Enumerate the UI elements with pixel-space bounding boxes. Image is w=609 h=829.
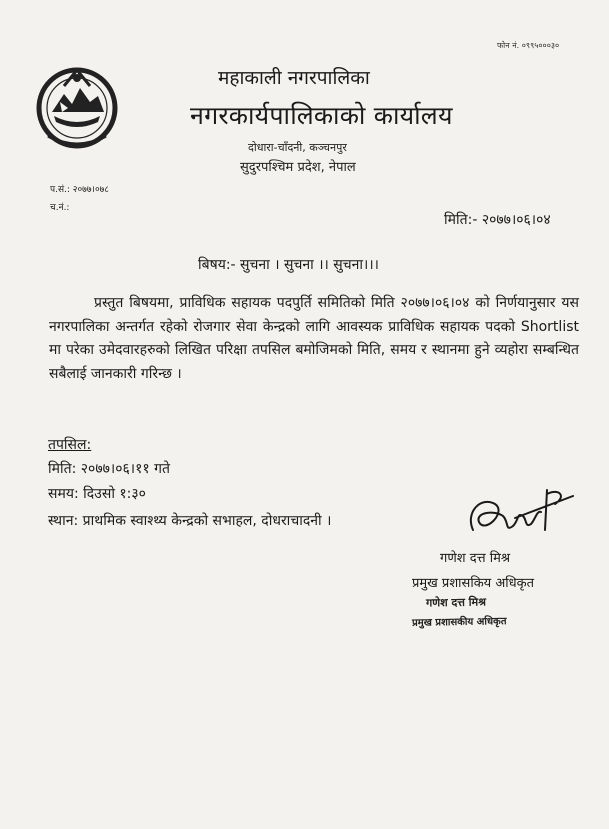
handwritten-signature (455, 482, 575, 544)
dispatch-number: च.नं.: (50, 203, 70, 213)
stamp-name: गणेश दत्त मिश्र (425, 595, 487, 610)
notice-body: प्रस्तुत बिषयमा, प्राविधिक सहायक पदपुर्ति समितिको मिति २०७७।०६।०४ को निर्णयानुसार यस नगरपालिका अन्तर्गत रहेको रोजगार सेवा केन्द्रको लागि आवस्यक प्राविधिक सहायक पदको Shortlist मा परेका उमेदवारहरुको लिखित परिक्षा तपसिल बमोजिमको मिति, समय र स्थानमा हुने व्यहोरा सम्बन्धित सबैलाई जानकारी गरिन्छ । (49, 295, 579, 382)
schedule-heading: तपसिल: (48, 437, 92, 453)
letter-date: मिति:- २०७७।०६।०४ (444, 212, 551, 228)
stamp-title: प्रमुख प्रशासकीय अधिकृत (411, 616, 507, 629)
reference-number: प.सं.: २०७७।०७८ (50, 185, 109, 195)
schedule-place: स्थान: प्राथमिक स्वाश्थ्य केन्द्रको सभाहल, दोधराचादनी । (48, 513, 332, 529)
address-line-1: दोधारा-चाँदनी, कञ्चनपुर (248, 141, 347, 154)
phone-number: फोन नं. ०९९५०००३० (497, 41, 560, 50)
address-line-2: सुदुरपश्चिम प्रदेश, नेपाल (240, 160, 356, 175)
signatory-title: प्रमुख प्रशासकिय अधिकृत (412, 576, 535, 591)
schedule-date: मिति: २०७७।०६।११ गते (48, 461, 170, 477)
office-title: नगरकार्यपालिकाको कार्यालय (190, 101, 453, 130)
signatory-name: गणेश दत्त मिश्र (440, 551, 511, 566)
subject-line: बिषय:- सुचना । सुचना ।। सुचना।।। (198, 257, 379, 273)
office-name: महाकाली नगरपालिका (218, 67, 370, 89)
schedule-time: समय: दिउसो १:३० (48, 486, 146, 502)
nepal-government-emblem-icon (34, 60, 120, 154)
